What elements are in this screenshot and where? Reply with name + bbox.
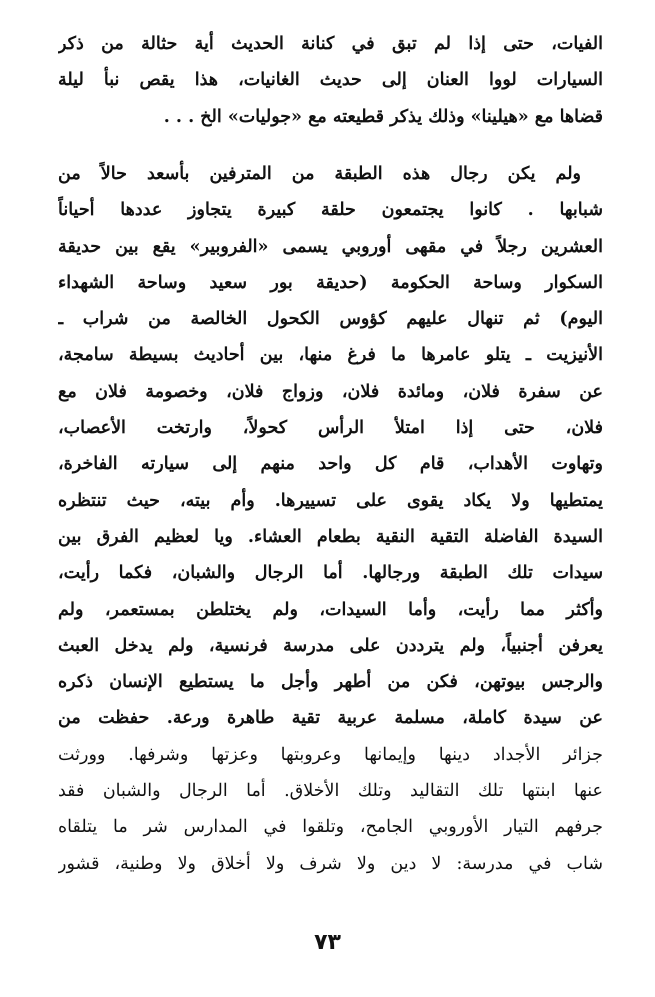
text-line: العشرين رجلاً في مقهى أوروبي يسمى «الفروبير» يقع بين حديقة: [58, 236, 603, 257]
text-line: اليوم) ثم تنهال عليهم كؤوس الكحول الخالصة من شراب ـ: [58, 309, 603, 330]
text-line: يعرفن أجنبياً، ولم يترددن على مدرسة فرنسية، ولم يدخل العبث: [58, 635, 603, 656]
text-line: والرجس بيوتهن، فكن من أطهر وأجل ما يستطيع الإنسان ذكره: [58, 672, 603, 693]
paragraph-2: [58, 156, 603, 882]
text-line: وأكثر مما رأيت، وأما السيدات، ولم يختلطن بمستعمر، ولم: [58, 599, 603, 620]
text-line: السيارات لووا العنان إلى حديث الغانيات، هذا يقص نبأ ليلة: [58, 70, 603, 91]
paragraph-1: [58, 26, 603, 135]
text-line: وتهاوت الأهداب، قام كل واحد منهم إلى سيارته الفاخرة،: [58, 454, 603, 475]
text-line: السيدة الفاضلة التقية النقية بطعام العشاء. ويا لعظيم الفرق بين: [58, 526, 603, 547]
text-line: جرفهم التيار الأوروبي الجامح، وتلقوا في المدارس شر ما يتلقاه: [58, 817, 603, 838]
page-number: ٧٣: [314, 930, 341, 955]
text-line: عن سيدة كاملة، مسلمة عربية تقية طاهرة ورعة. حفظت من: [58, 708, 603, 729]
text-line: سيدات تلك الطبقة ورجالها. أما الرجال والشبان، فكما رأيت،: [58, 563, 603, 584]
text-line: ولم يكن رجال هذه الطبقة من المترفين بأسعد حالاً من: [58, 164, 581, 184]
text-line: جزائر الأجداد دينها وإيمانها وعروبتها وعزتها وشرفها. وورثت: [58, 744, 603, 765]
text-line: عنها ابنتها تلك التقاليد وتلك الأخلاق. أما الرجال والشبان فقد: [58, 781, 603, 802]
text-line: عن سفرة فلان، ومائدة فلان، وزواج فلان، وخصومة فلان مع: [58, 381, 603, 402]
text-line: قضاها مع «هيلينا» وذلك يذكر قطيعته مع «جوليات» الخ . . .: [163, 106, 603, 127]
text-line: الفيات، حتى إذا لم تبق في كنانة الحديث أية حثالة من ذكر: [58, 34, 603, 54]
text-line: شبابها . كانوا يجتمعون حلقة كبيرة يتجاوز عددها أحياناً: [58, 200, 603, 221]
text-line: الأنيزيت ـ يتلو عامرها ما فرغ منها، بين أحاديث بسيطة سامجة،: [58, 345, 603, 366]
text-line: شاب في مدرسة: لا دين ولا شرف ولا أخلاق ولا وطنية، قشور: [58, 853, 603, 874]
text-line: يمتطيها ولا يكاد يقوى على تسييرها. وأم بيته، حيث تنتظره: [58, 490, 603, 511]
text-line: السكوار وساحة الحكومة (حديقة بور سعيد وساحة الشهداء: [58, 272, 603, 293]
text-line: فلان، حتى إذا امتلأ الرأس كحولاً، وارتخت الأعصاب،: [58, 418, 603, 439]
